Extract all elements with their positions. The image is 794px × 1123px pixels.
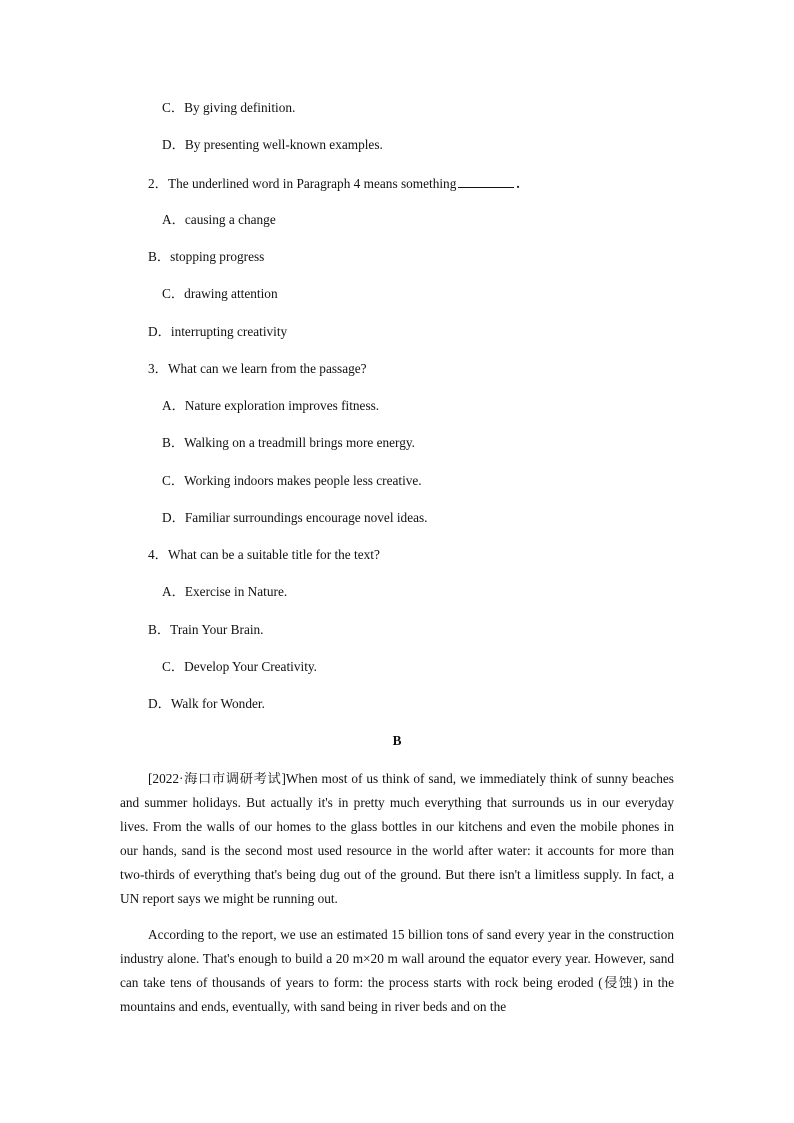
option-q4-d: D．Walk for Wonder. [148, 696, 265, 711]
option-q2-c: C．drawing attention [162, 286, 278, 301]
option-q3-d: D．Familiar surroundings encourage novel ideas. [162, 510, 428, 525]
question-2-period: . [516, 176, 520, 191]
section-title: B [392, 733, 402, 748]
option-q3-b: B．Walking on a treadmill brings more energy. [162, 435, 415, 450]
option-q4-b: B．Train Your Brain. [148, 622, 264, 637]
passage-paragraph-2 [120, 923, 674, 1019]
option-q3-c: C．Working indoors makes people less creative. [162, 473, 422, 488]
question-2-text: 2．The underlined word in Paragraph 4 means something [148, 176, 457, 191]
question-4: 4．What can be a suitable title for the text? [148, 547, 380, 562]
option-q4-a: A．Exercise in Nature. [162, 584, 288, 599]
option-q2-b: B．stopping progress [148, 249, 265, 264]
option-q2-d: D．interrupting creativity [148, 324, 288, 339]
option-q3-a: A．Nature exploration improves fitness. [162, 398, 380, 413]
option-q4-c: C．Develop Your Creativity. [162, 659, 317, 674]
passage-paragraph-1 [120, 767, 674, 911]
question-3: 3．What can we learn from the passage? [148, 361, 367, 376]
paragraph-2-text: According to the report, we use an estimated 15 billion tons of sand every year in the construction industry alone. That's enough to build a 20 m×20 m wall around the equator every year. However, sand can take tens of thousands of years to form: the process starts with rock being eroded (侵蚀) in the mountains and ends, eventually, with sand being in river beds and on the [120, 927, 674, 1014]
question-2 [148, 175, 520, 192]
paragraph-1-text: [2022·海口市调研考试]When most of us think of sand, we immediately think of sunny beaches and summer holidays. But actually it's in pretty much everything that surrounds us in our everyday lives. From the walls of our homes to the glass bottles in our kitchens and even the mobile phones in our hands, sand is the second most used resource in the world after water: it accounts for more than two-thirds of everything that's being dug out of the ground. But there isn't a limitless supply. In fact, a UN report says we might be running out. [120, 771, 674, 906]
option-q2-a: A．causing a change [162, 212, 276, 227]
option-q1-d: D．By presenting well-known examples. [162, 137, 383, 152]
option-q1-c: C．By giving definition. [162, 100, 296, 115]
answer-blank [458, 175, 514, 188]
